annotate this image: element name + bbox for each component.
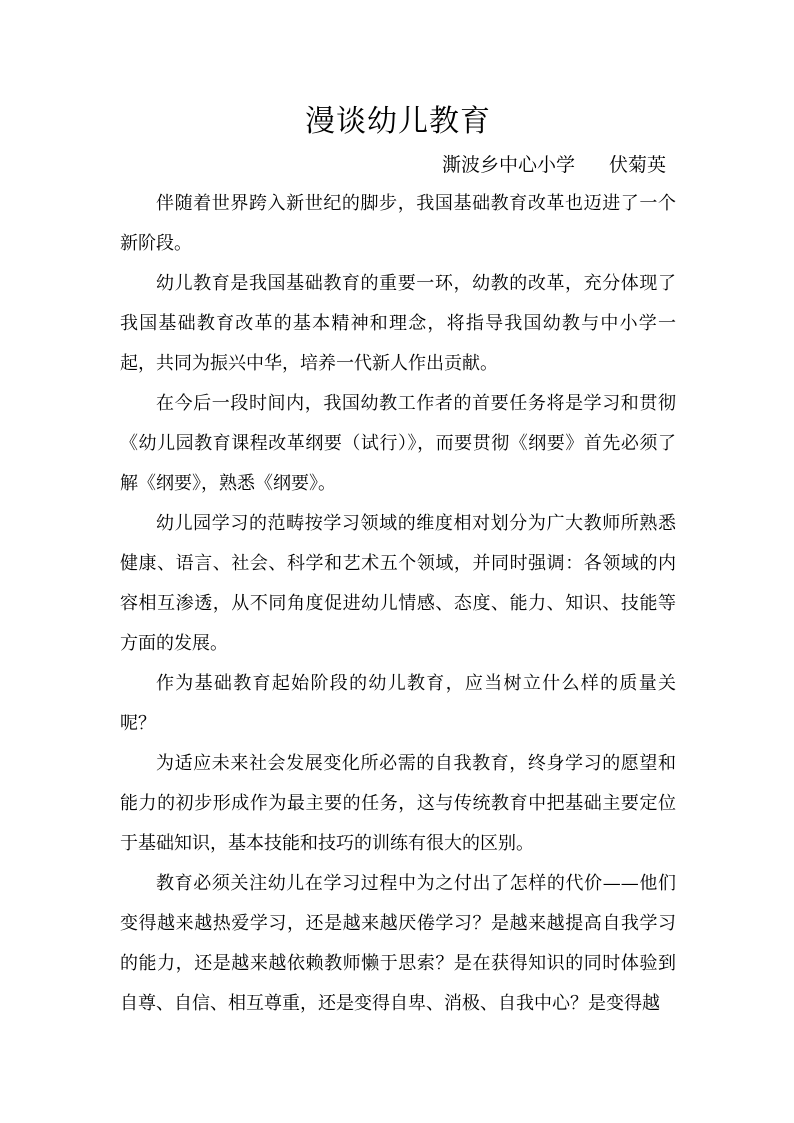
paragraph-2: 幼儿教育是我国基础教育的重要一环，幼教的改革，充分体现了我国基础教育改革的基本精神和理念，将指导我国幼教与中小学一起，共同为振兴中华，培养一代新人作出贡献。 [120, 273, 676, 374]
paragraph-3: 在今后一段时间内，我国幼教工作者的首要任务将是学习和贯彻《幼儿园教育课程改革纲要（试行）》，而要贯彻《纲要》首先必须了解《纲要》，熟悉《纲要》。 [120, 393, 676, 494]
paragraph-6: 为适应未来社会发展变化所必需的自我教育，终身学习的愿望和能力的初步形成作为最主要的任务，这与传统教育中把基础主要定位于基础知识，基本技能和技巧的训练有很大的区别。 [120, 753, 676, 854]
paragraph-4: 幼儿园学习的范畴按学习领域的维度相对划分为广大教师所熟悉健康、语言、社会、科学和艺术五个领域，并同时强调：各领域的内容相互渗透，从不同角度促进幼儿情感、态度、能力、知识、技能等方面的发展。 [120, 513, 676, 654]
paragraph-5: 作为基础教育起始阶段的幼儿教育，应当树立什么样的质量关呢？ [120, 673, 676, 734]
school-name: 澌波乡中心小学 [441, 154, 575, 176]
byline [120, 146, 676, 184]
paragraph-7: 教育必须关注幼儿在学习过程中为之付出了怎样的代价——他们变得越来越热爱学习，还是越来越厌倦学习？是越来越提高自我学习的能力，还是越来越依赖教师懒于思索？是在获得知识的同时体验到自尊、自信、相互尊重，还是变得自卑、消极、自我中心？是变得越 [120, 873, 676, 1014]
paragraph-1: 伴随着世界跨入新世纪的脚步，我国基础教育改革也迈进了一个新阶段。 [120, 193, 676, 254]
document-title: 漫谈幼儿教育 [305, 104, 491, 139]
author-name: 伏菊英 [608, 154, 666, 176]
